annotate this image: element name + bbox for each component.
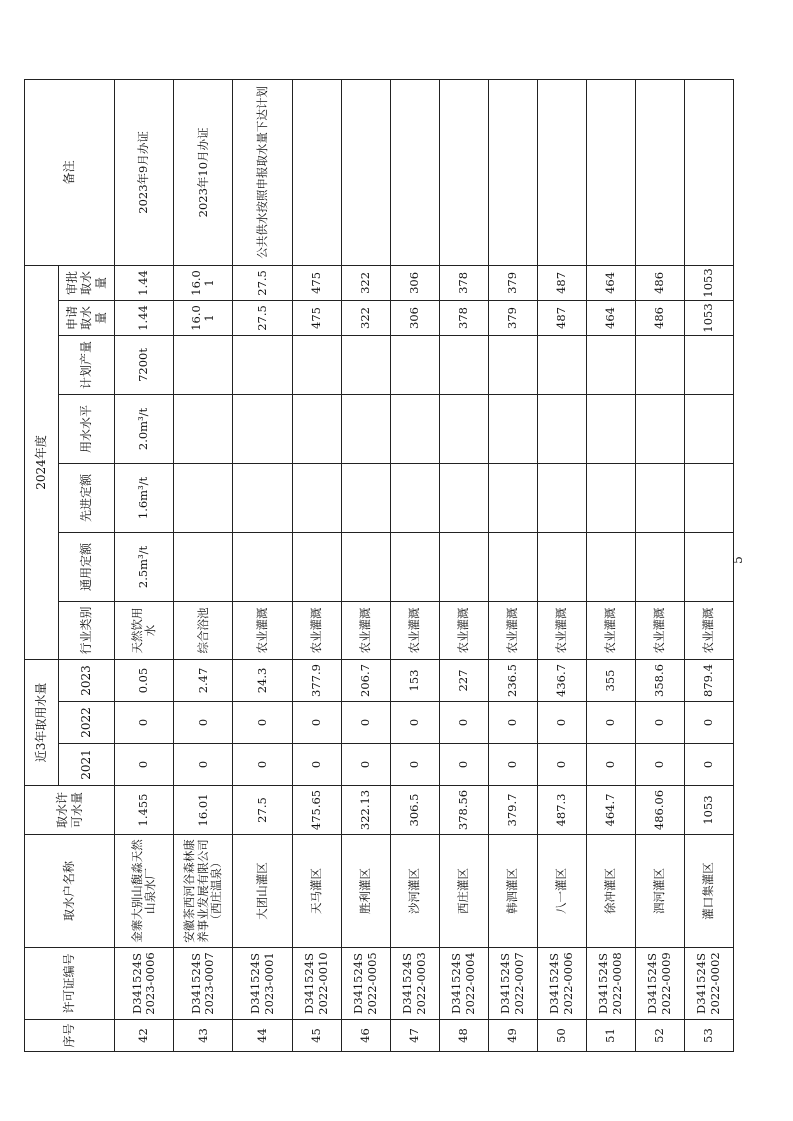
cell-y2021: 0: [115, 744, 174, 786]
cell-name: 灌口集灌区: [684, 835, 733, 948]
cell-advanced: [537, 463, 586, 532]
cell-qty: 464.7: [586, 786, 635, 835]
cell-y2022: 0: [439, 702, 488, 744]
cell-y2023: 879.4: [684, 659, 733, 701]
table-row: [537, 79, 586, 1051]
header-year-2023: 2023: [59, 659, 115, 701]
cell-y2022: 0: [635, 702, 684, 744]
header-water-level: 用水水平: [59, 394, 115, 463]
cell-y2023: 206.7: [341, 659, 390, 701]
cell-seq: 45: [292, 1020, 341, 1052]
cell-industry: 农业灌溉: [537, 601, 586, 659]
cell-industry: 天然饮用水: [115, 601, 174, 659]
cell-y2023: 0.05: [115, 659, 174, 701]
cell-general: [635, 532, 684, 601]
cell-permit: D341524S 2023-0001: [233, 948, 292, 1020]
cell-advanced: [341, 463, 390, 532]
cell-level: [488, 394, 537, 463]
cell-y2022: 0: [233, 702, 292, 744]
cell-applied: 487: [537, 300, 586, 335]
cell-output: [586, 335, 635, 394]
cell-remark: [439, 79, 488, 265]
cell-seq: 50: [537, 1020, 586, 1052]
cell-y2023: 355: [586, 659, 635, 701]
cell-name: 西庄灌区: [439, 835, 488, 948]
cell-seq: 51: [586, 1020, 635, 1052]
cell-approved: 486: [635, 265, 684, 300]
cell-industry: 农业灌溉: [341, 601, 390, 659]
cell-name: 韩泗灌区: [488, 835, 537, 948]
cell-advanced: [292, 463, 341, 532]
table-row: [390, 79, 439, 1051]
cell-approved: 1.44: [115, 265, 174, 300]
cell-y2022: 0: [684, 702, 733, 744]
cell-industry: 综合浴池: [174, 601, 233, 659]
cell-industry: 农业灌溉: [439, 601, 488, 659]
cell-advanced: [488, 463, 537, 532]
cell-output: [439, 335, 488, 394]
table-row: [233, 79, 292, 1051]
cell-permit: D341524S 2022-0007: [488, 948, 537, 1020]
cell-seq: 44: [233, 1020, 292, 1052]
cell-output: [292, 335, 341, 394]
cell-y2021: 0: [439, 744, 488, 786]
cell-y2022: 0: [341, 702, 390, 744]
cell-general: [537, 532, 586, 601]
cell-remark: [390, 79, 439, 265]
cell-applied: 378: [439, 300, 488, 335]
cell-level: [233, 394, 292, 463]
cell-name: 大团山灌区: [233, 835, 292, 948]
cell-permit: D341524S 2022-0010: [292, 948, 341, 1020]
cell-remark: [341, 79, 390, 265]
cell-remark: 公共供水按照申报取水量下达计划: [233, 79, 292, 265]
cell-remark: 2023年10月办证: [174, 79, 233, 265]
cell-general: [439, 532, 488, 601]
cell-output: [684, 335, 733, 394]
cell-remark: [684, 79, 733, 265]
cell-name: 泗河灌区: [635, 835, 684, 948]
cell-y2021: 0: [233, 744, 292, 786]
cell-general: [292, 532, 341, 601]
cell-qty: 486.06: [635, 786, 684, 835]
cell-advanced: 1.6m³/t: [115, 463, 174, 532]
cell-y2022: 0: [488, 702, 537, 744]
cell-output: [174, 335, 233, 394]
cell-y2022: 0: [115, 702, 174, 744]
cell-output: [341, 335, 390, 394]
table-row: [174, 79, 233, 1051]
cell-general: [586, 532, 635, 601]
cell-seq: 43: [174, 1020, 233, 1052]
cell-industry: 农业灌溉: [488, 601, 537, 659]
cell-seq: 46: [341, 1020, 390, 1052]
cell-remark: [292, 79, 341, 265]
cell-name: 安徽茶西河谷森林康养事业发展有限公司（西庄温泉）: [174, 835, 233, 948]
cell-level: [635, 394, 684, 463]
cell-advanced: [586, 463, 635, 532]
cell-applied: 306: [390, 300, 439, 335]
cell-level: [586, 394, 635, 463]
cell-industry: 农业灌溉: [390, 601, 439, 659]
cell-qty: 322.13: [341, 786, 390, 835]
cell-seq: 52: [635, 1020, 684, 1052]
cell-approved: 306: [390, 265, 439, 300]
cell-y2022: 0: [174, 702, 233, 744]
cell-level: [341, 394, 390, 463]
cell-y2023: 153: [390, 659, 439, 701]
cell-advanced: [684, 463, 733, 532]
header-permit-qty: 取水许可水量: [25, 786, 115, 835]
cell-y2021: 0: [635, 744, 684, 786]
cell-y2023: 236.5: [488, 659, 537, 701]
header-recent-3-years: 近3年取用水量: [25, 659, 59, 785]
water-permit-table: [24, 79, 734, 1052]
cell-industry: 农业灌溉: [635, 601, 684, 659]
cell-y2022: 0: [586, 702, 635, 744]
cell-approved: 475: [292, 265, 341, 300]
cell-qty: 379.7: [488, 786, 537, 835]
cell-approved: 27.5: [233, 265, 292, 300]
cell-y2021: 0: [488, 744, 537, 786]
cell-general: [174, 532, 233, 601]
cell-y2021: 0: [684, 744, 733, 786]
cell-y2022: 0: [292, 702, 341, 744]
cell-seq: 42: [115, 1020, 174, 1052]
table-row: [488, 79, 537, 1051]
cell-applied: 464: [586, 300, 635, 335]
table-row: [292, 79, 341, 1051]
cell-general: [488, 532, 537, 601]
header-approved: 审批取水量: [59, 265, 115, 300]
cell-general: [390, 532, 439, 601]
cell-permit: D341524S 2023-0006: [115, 948, 174, 1020]
cell-permit: D341524S 2022-0006: [537, 948, 586, 1020]
cell-y2022: 0: [390, 702, 439, 744]
cell-output: [635, 335, 684, 394]
cell-applied: 475: [292, 300, 341, 335]
cell-level: [174, 394, 233, 463]
header-year-2021: 2021: [59, 744, 115, 786]
cell-level: [292, 394, 341, 463]
cell-qty: 487.3: [537, 786, 586, 835]
cell-qty: 378.56: [439, 786, 488, 835]
cell-y2022: 0: [537, 702, 586, 744]
cell-general: [341, 532, 390, 601]
header-year-2022: 2022: [59, 702, 115, 744]
cell-advanced: [439, 463, 488, 532]
table-row: [341, 79, 390, 1051]
cell-applied: 16.01: [174, 300, 233, 335]
cell-remark: [537, 79, 586, 265]
cell-permit: D341524S 2023-0007: [174, 948, 233, 1020]
cell-approved: 378: [439, 265, 488, 300]
cell-y2021: 0: [292, 744, 341, 786]
cell-general: [684, 532, 733, 601]
cell-approved: 379: [488, 265, 537, 300]
cell-advanced: [635, 463, 684, 532]
rotated-table-container: [24, 80, 734, 1052]
cell-qty: 306.5: [390, 786, 439, 835]
cell-permit: D341524S 2022-0008: [586, 948, 635, 1020]
cell-industry: 农业灌溉: [292, 601, 341, 659]
cell-qty: 1.455: [115, 786, 174, 835]
cell-permit: D341524S 2022-0005: [341, 948, 390, 1020]
cell-y2023: 2.47: [174, 659, 233, 701]
table-row: [586, 79, 635, 1051]
table-row: [439, 79, 488, 1051]
cell-approved: 322: [341, 265, 390, 300]
cell-permit: D341524S 2022-0003: [390, 948, 439, 1020]
cell-advanced: [233, 463, 292, 532]
header-year-2024: 2024年度: [25, 265, 59, 659]
cell-output: [390, 335, 439, 394]
cell-y2023: 436.7: [537, 659, 586, 701]
cell-general: 2.5m³/t: [115, 532, 174, 601]
cell-level: [684, 394, 733, 463]
header-planned-output: 计划产量: [59, 335, 115, 394]
cell-output: [488, 335, 537, 394]
cell-approved: 16.01: [174, 265, 233, 300]
cell-y2021: 0: [537, 744, 586, 786]
cell-approved: 487: [537, 265, 586, 300]
header-applied: 申请取水量: [59, 300, 115, 335]
cell-industry: 农业灌溉: [586, 601, 635, 659]
cell-output: [233, 335, 292, 394]
cell-permit: D341524S 2022-0002: [684, 948, 733, 1020]
table-row: [684, 79, 733, 1051]
cell-industry: 农业灌溉: [684, 601, 733, 659]
header-seq: 序号: [25, 1020, 115, 1052]
cell-approved: 464: [586, 265, 635, 300]
cell-qty: 475.65: [292, 786, 341, 835]
cell-qty: 16.01: [174, 786, 233, 835]
cell-permit: D341524S 2022-0004: [439, 948, 488, 1020]
cell-y2021: 0: [341, 744, 390, 786]
cell-level: 2.0m³/t: [115, 394, 174, 463]
header-industry: 行业类别: [59, 601, 115, 659]
cell-applied: 322: [341, 300, 390, 335]
table-row: [635, 79, 684, 1051]
cell-seq: 48: [439, 1020, 488, 1052]
cell-name: 沙河灌区: [390, 835, 439, 948]
cell-applied: 27.5: [233, 300, 292, 335]
cell-approved: 1053: [684, 265, 733, 300]
cell-y2023: 358.6: [635, 659, 684, 701]
table-body: [115, 79, 734, 1051]
cell-remark: [635, 79, 684, 265]
cell-advanced: [174, 463, 233, 532]
cell-name: 金寨大别山馥淼天然山泉水厂: [115, 835, 174, 948]
cell-y2021: 0: [174, 744, 233, 786]
cell-seq: 53: [684, 1020, 733, 1052]
cell-y2023: 24.3: [233, 659, 292, 701]
cell-seq: 47: [390, 1020, 439, 1052]
cell-applied: 379: [488, 300, 537, 335]
header-remark: 备注: [25, 79, 115, 265]
cell-y2021: 0: [390, 744, 439, 786]
cell-name: 八一灌区: [537, 835, 586, 948]
cell-general: [233, 532, 292, 601]
cell-name: 胜利灌区: [341, 835, 390, 948]
cell-remark: [488, 79, 537, 265]
cell-y2023: 377.9: [292, 659, 341, 701]
cell-qty: 1053: [684, 786, 733, 835]
cell-name: 天马灌区: [292, 835, 341, 948]
page-number: 5: [731, 556, 745, 564]
cell-y2021: 0: [586, 744, 635, 786]
cell-applied: 486: [635, 300, 684, 335]
cell-level: [537, 394, 586, 463]
cell-level: [390, 394, 439, 463]
cell-applied: 1.44: [115, 300, 174, 335]
cell-advanced: [390, 463, 439, 532]
cell-remark: 2023年9月办证: [115, 79, 174, 265]
cell-y2023: 227: [439, 659, 488, 701]
header-general-quota: 通用定额: [59, 532, 115, 601]
cell-permit: D341524S 2022-0009: [635, 948, 684, 1020]
cell-level: [439, 394, 488, 463]
cell-seq: 49: [488, 1020, 537, 1052]
cell-output: 7200t: [115, 335, 174, 394]
cell-remark: [586, 79, 635, 265]
cell-name: 徐冲灌区: [586, 835, 635, 948]
cell-qty: 27.5: [233, 786, 292, 835]
header-name: 取水户名称: [25, 835, 115, 948]
cell-output: [537, 335, 586, 394]
header-advanced-quota: 先进定额: [59, 463, 115, 532]
header-permit-no: 许可证编号: [25, 948, 115, 1020]
table-row: [115, 79, 174, 1051]
cell-applied: 1053: [684, 300, 733, 335]
cell-industry: 农业灌溉: [233, 601, 292, 659]
